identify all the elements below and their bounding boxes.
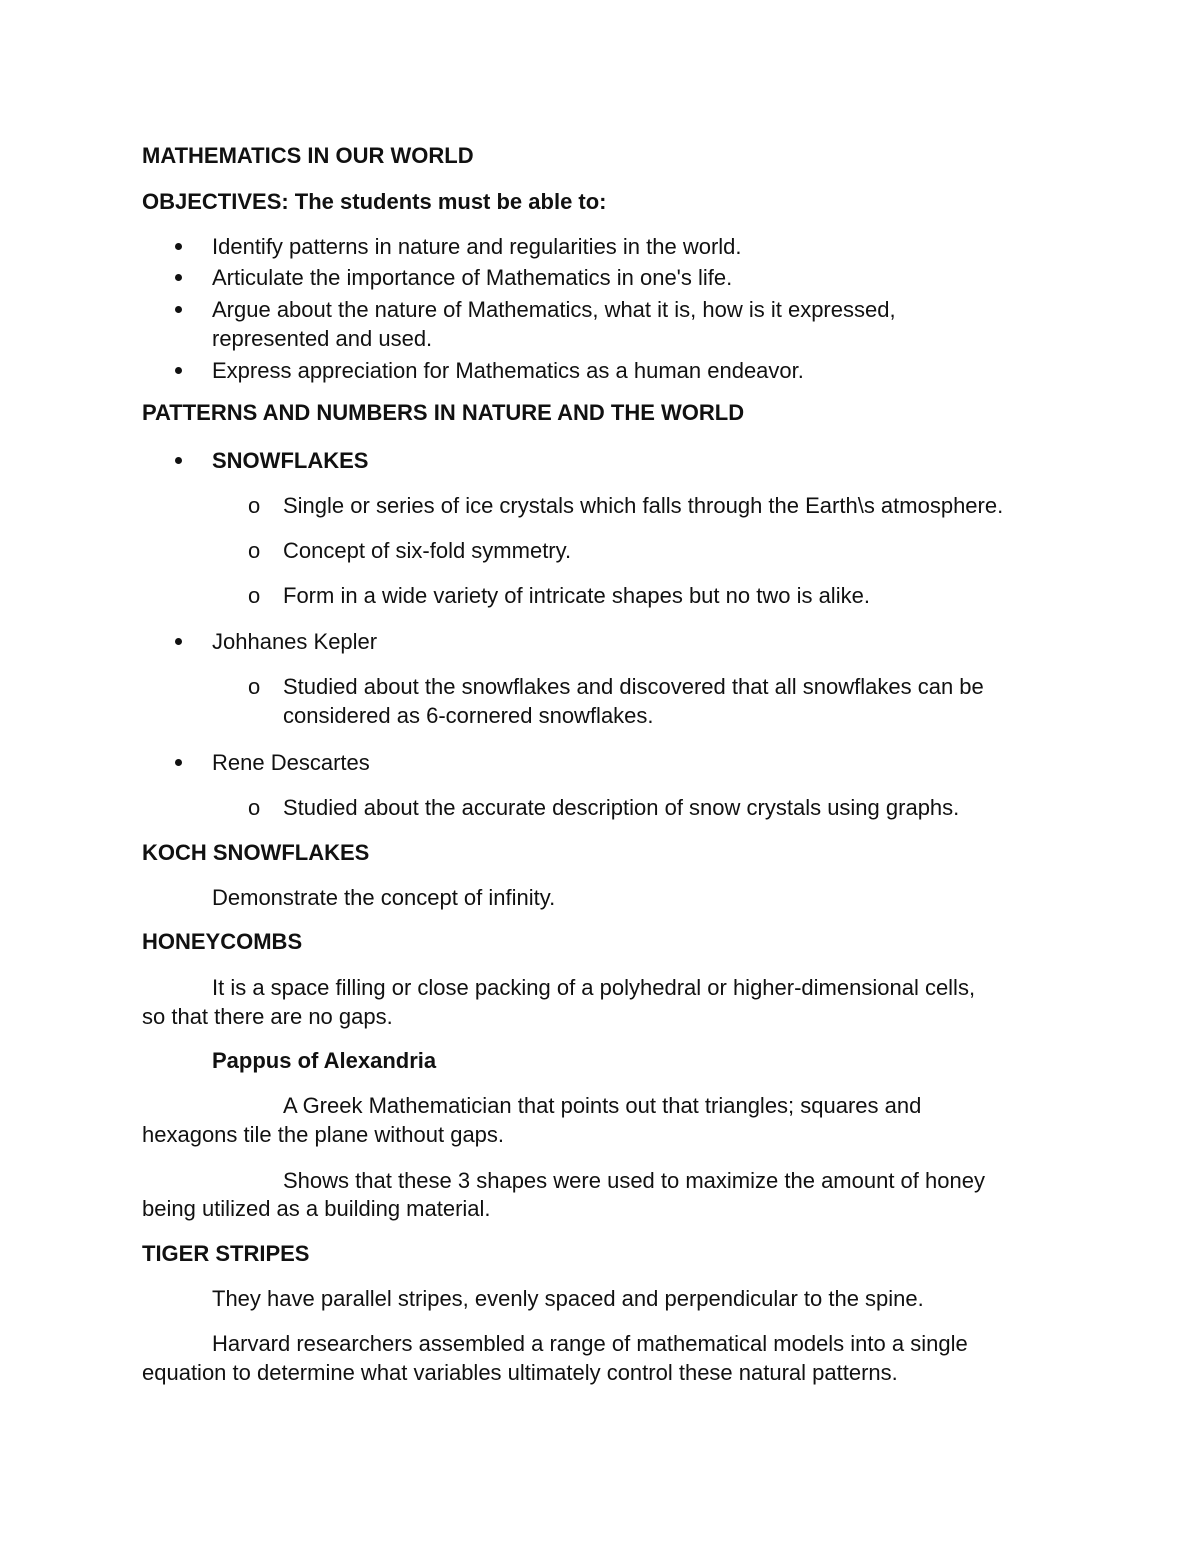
- circle-bullet-icon: o: [248, 795, 261, 820]
- kepler-point-continued: considered as 6-cornered snowflakes.: [283, 703, 654, 728]
- bullet-icon: [175, 274, 182, 281]
- honeycombs-text-continued: so that there are no gaps.: [142, 1004, 393, 1029]
- circle-bullet-icon: o: [248, 583, 261, 608]
- pappus-paragraph: Shows that these 3 shapes were used to maximize the amount of honey: [283, 1168, 985, 1193]
- tiger-paragraph: Harvard researchers assembled a range of mathematical models into a single: [212, 1331, 968, 1356]
- bullet-icon: [175, 243, 182, 250]
- objectives-heading: OBJECTIVES: The students must be able to:: [142, 189, 607, 214]
- snowflakes-point: Form in a wide variety of intricate shapes but no two is alike.: [283, 583, 870, 608]
- descartes-point: Studied about the accurate description of snow crystals using graphs.: [283, 795, 960, 820]
- koch-text: Demonstrate the concept of infinity.: [212, 885, 556, 910]
- patterns-heading: PATTERNS AND NUMBERS IN NATURE AND THE WORLD: [142, 400, 745, 425]
- bullet-icon: [175, 457, 182, 464]
- tiger-paragraph: They have parallel stripes, evenly spaced and perpendicular to the spine.: [212, 1286, 924, 1311]
- koch-heading: KOCH SNOWFLAKES: [142, 840, 370, 865]
- honeycombs-text: It is a space filling or close packing of a polyhedral or higher-dimensional cells,: [212, 975, 976, 1000]
- honeycombs-heading: HONEYCOMBS: [142, 929, 303, 954]
- pappus-heading: Pappus of Alexandria: [212, 1048, 437, 1073]
- bullet-icon: [175, 306, 182, 313]
- snowflakes-point: Concept of six-fold symmetry.: [283, 538, 572, 563]
- objective-item-continued: represented and used.: [212, 326, 433, 351]
- tiger-heading: TIGER STRIPES: [142, 1241, 310, 1266]
- snowflakes-label: SNOWFLAKES: [212, 448, 369, 473]
- pappus-paragraph-continued: hexagons tile the plane without gaps.: [142, 1122, 505, 1147]
- document-title: MATHEMATICS IN OUR WORLD: [142, 143, 474, 168]
- bullet-icon: [175, 759, 182, 766]
- circle-bullet-icon: o: [248, 674, 261, 699]
- kepler-point: Studied about the snowflakes and discovered that all snowflakes can be: [283, 674, 984, 699]
- objective-item: Articulate the importance of Mathematics in one's life.: [212, 265, 733, 290]
- objective-item: Express appreciation for Mathematics as a human endeavor.: [212, 358, 804, 383]
- descartes-label: Rene Descartes: [212, 750, 370, 775]
- bullet-icon: [175, 367, 182, 374]
- pappus-paragraph-continued: being utilized as a building material.: [142, 1196, 491, 1221]
- snowflakes-point: Single or series of ice crystals which falls through the Earth\s atmosphere.: [283, 493, 1004, 518]
- tiger-paragraph-continued: equation to determine what variables ultimately control these natural patterns.: [142, 1360, 898, 1385]
- circle-bullet-icon: o: [248, 538, 261, 563]
- pappus-paragraph: A Greek Mathematician that points out that triangles; squares and: [283, 1093, 922, 1118]
- circle-bullet-icon: o: [248, 493, 261, 518]
- objective-item: Identify patterns in nature and regularities in the world.: [212, 234, 742, 259]
- objective-item: Argue about the nature of Mathematics, what it is, how is it expressed,: [212, 297, 896, 322]
- kepler-label: Johhanes Kepler: [212, 629, 378, 654]
- bullet-icon: [175, 638, 182, 645]
